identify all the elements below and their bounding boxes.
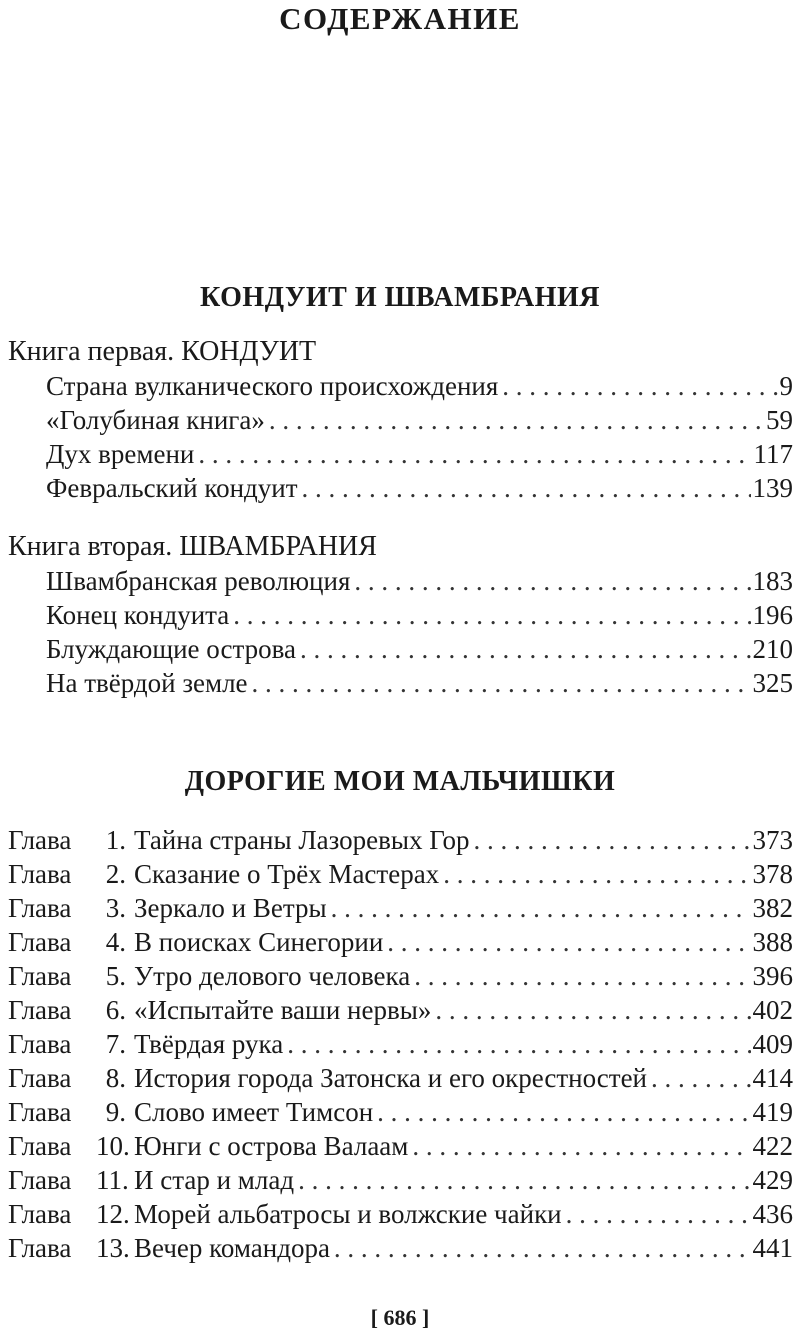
toc-entry-title: Конец кондуита bbox=[46, 600, 230, 630]
toc-entry-page: 117 bbox=[753, 439, 793, 469]
part2-title: ДОРОГИЕ МОИ МАЛЬЧИШКИ bbox=[184, 766, 616, 797]
toc-entry-page: 183 bbox=[752, 566, 793, 596]
toc-entry bbox=[46, 598, 793, 632]
dot-leader bbox=[443, 857, 750, 891]
chapter-title bbox=[8, 925, 385, 959]
chapter-entry bbox=[8, 925, 793, 959]
chapter-title bbox=[8, 959, 412, 993]
chapter-name: Тайна страны Лазоревых Гор bbox=[134, 825, 470, 855]
dot-leader bbox=[354, 564, 750, 598]
chapter-name: Твёрдая рука bbox=[134, 1029, 284, 1059]
book1-heading: Книга первая. КОНДУИТ bbox=[8, 336, 317, 367]
toc-entry-page: 210 bbox=[752, 634, 793, 664]
chapter-word: Глава bbox=[8, 961, 72, 991]
dot-leader bbox=[377, 1095, 750, 1129]
chapter-page: 388 bbox=[752, 927, 793, 957]
chapter-number: 6. bbox=[105, 995, 126, 1025]
dot-leader bbox=[252, 666, 751, 700]
dot-leader bbox=[269, 403, 764, 437]
toc-entry bbox=[46, 632, 793, 666]
chapter-entry bbox=[8, 993, 793, 1027]
chapter-name: Сказание о Трёх Мастерах bbox=[134, 859, 440, 889]
chapter-page: 402 bbox=[752, 995, 793, 1025]
chapter-title bbox=[8, 1197, 564, 1231]
toc-entry-title: На твёрдой земле bbox=[46, 668, 248, 698]
chapter-entry bbox=[8, 1129, 793, 1163]
chapter-title bbox=[8, 1061, 649, 1095]
dot-leader bbox=[287, 1027, 750, 1061]
chapter-word: Глава bbox=[8, 859, 72, 889]
dot-leader bbox=[414, 959, 750, 993]
toc-entry-page: 325 bbox=[752, 668, 793, 698]
chapter-name: История города Затонска и его окрестностей bbox=[134, 1063, 647, 1093]
part1-title: КОНДУИТ И ШВАМБРАНИЯ bbox=[200, 282, 600, 313]
chapter-word: Глава bbox=[8, 1233, 72, 1263]
chapter-entry bbox=[8, 1095, 793, 1129]
chapter-name: Слово имеет Тимсон bbox=[134, 1097, 374, 1127]
chapter-name: Зеркало и Ветры bbox=[134, 893, 327, 923]
chapter-name: В поисках Синегории bbox=[134, 927, 384, 957]
dot-leader bbox=[302, 471, 751, 505]
toc-entry-title: Дух времени bbox=[46, 439, 195, 469]
chapter-word: Глава bbox=[8, 1063, 72, 1093]
toc-entry-page: 9 bbox=[779, 371, 793, 401]
toc-entry bbox=[46, 564, 793, 598]
chapter-name: И стар и млад bbox=[134, 1165, 295, 1195]
chapter-number: 7. bbox=[105, 1029, 126, 1059]
dot-leader bbox=[300, 632, 751, 666]
toc-entry bbox=[46, 403, 793, 437]
toc-entry-title: Швамбранская революция bbox=[46, 566, 351, 596]
chapter-number: 12. bbox=[96, 1199, 130, 1229]
chapter-title bbox=[8, 1163, 296, 1197]
chapter-entry bbox=[8, 1061, 793, 1095]
chapter-word: Глава bbox=[8, 825, 72, 855]
chapter-name: Морей альбатросы и волжские чайки bbox=[134, 1199, 562, 1229]
chapter-name: «Испытайте ваши нервы» bbox=[134, 995, 432, 1025]
chapter-entry bbox=[8, 1027, 793, 1061]
dot-leader bbox=[502, 369, 777, 403]
dot-leader bbox=[198, 437, 751, 471]
chapter-word: Глава bbox=[8, 1131, 72, 1161]
dot-leader bbox=[474, 823, 751, 857]
chapter-word: Глава bbox=[8, 1097, 72, 1127]
chapter-name: Юнги с острова Валаам bbox=[134, 1131, 409, 1161]
chapter-entry bbox=[8, 959, 793, 993]
chapter-entry bbox=[8, 1231, 793, 1265]
dot-leader bbox=[435, 993, 750, 1027]
chapter-title bbox=[8, 1095, 375, 1129]
toc-entry-title: Страна вулканического происхождения bbox=[46, 371, 499, 401]
chapter-page: 396 bbox=[752, 961, 793, 991]
toc-entry bbox=[46, 666, 793, 700]
chapter-title bbox=[8, 857, 441, 891]
chapter-name: Утро делового человека bbox=[134, 961, 411, 991]
dot-leader bbox=[651, 1061, 751, 1095]
chapter-word: Глава bbox=[8, 893, 72, 923]
dot-leader bbox=[334, 1231, 751, 1265]
chapter-word: Глава bbox=[8, 1199, 72, 1229]
chapter-page: 436 bbox=[752, 1199, 793, 1229]
chapter-title bbox=[8, 1231, 332, 1265]
chapter-entry bbox=[8, 1197, 793, 1231]
chapter-page: 414 bbox=[752, 1063, 793, 1093]
dot-leader bbox=[566, 1197, 751, 1231]
toc-entry-title: «Голубиная книга» bbox=[46, 405, 265, 435]
toc-entry-page: 196 bbox=[752, 600, 793, 630]
dot-leader bbox=[298, 1163, 750, 1197]
book2-heading: Книга вторая. ШВАМБРАНИЯ bbox=[8, 531, 377, 562]
toc-entry bbox=[46, 369, 793, 403]
chapter-word: Глава bbox=[8, 1029, 72, 1059]
chapter-number: 10. bbox=[96, 1131, 130, 1161]
chapter-page: 373 bbox=[752, 825, 793, 855]
page-number: [ 686 ] bbox=[370, 1305, 430, 1330]
chapter-title bbox=[8, 1027, 285, 1061]
chapter-title bbox=[8, 823, 472, 857]
chapter-page: 378 bbox=[752, 859, 793, 889]
chapter-entry bbox=[8, 891, 793, 925]
toc-entry-page: 139 bbox=[752, 473, 793, 503]
chapter-title bbox=[8, 891, 329, 925]
chapter-number: 2. bbox=[105, 859, 126, 889]
chapter-page: 409 bbox=[752, 1029, 793, 1059]
chapter-word: Глава bbox=[8, 1165, 72, 1195]
dot-leader bbox=[387, 925, 750, 959]
toc-entry-title: Блуждающие острова bbox=[46, 634, 296, 664]
chapter-word: Глава bbox=[8, 995, 72, 1025]
chapter-number: 4. bbox=[105, 927, 126, 957]
chapter-page: 419 bbox=[752, 1097, 793, 1127]
chapter-entry bbox=[8, 857, 793, 891]
chapter-number: 13. bbox=[96, 1233, 130, 1263]
chapter-entry bbox=[8, 823, 793, 857]
chapter-page: 429 bbox=[752, 1165, 793, 1195]
chapter-page: 422 bbox=[752, 1131, 793, 1161]
chapter-title bbox=[8, 993, 433, 1027]
toc-entry-page: 59 bbox=[766, 405, 793, 435]
dot-leader bbox=[331, 891, 751, 925]
dot-leader bbox=[412, 1129, 750, 1163]
chapter-number: 11. bbox=[96, 1165, 129, 1195]
chapter-number: 9. bbox=[105, 1097, 126, 1127]
toc-entry bbox=[46, 437, 793, 471]
chapter-number: 5. bbox=[105, 961, 126, 991]
toc-entry-title: Февральский кондуит bbox=[46, 473, 298, 503]
chapter-entry bbox=[8, 1163, 793, 1197]
chapter-page: 382 bbox=[752, 893, 793, 923]
chapter-title bbox=[8, 1129, 410, 1163]
chapter-word: Глава bbox=[8, 927, 72, 957]
chapter-name: Вечер командора bbox=[134, 1233, 330, 1263]
chapter-number: 1. bbox=[105, 825, 126, 855]
chapter-page: 441 bbox=[752, 1233, 793, 1263]
chapter-number: 8. bbox=[105, 1063, 126, 1093]
dot-leader bbox=[233, 598, 750, 632]
toc-entry bbox=[46, 471, 793, 505]
chapter-number: 3. bbox=[105, 893, 126, 923]
page-title: СОДЕРЖАНИЕ bbox=[279, 1, 521, 36]
